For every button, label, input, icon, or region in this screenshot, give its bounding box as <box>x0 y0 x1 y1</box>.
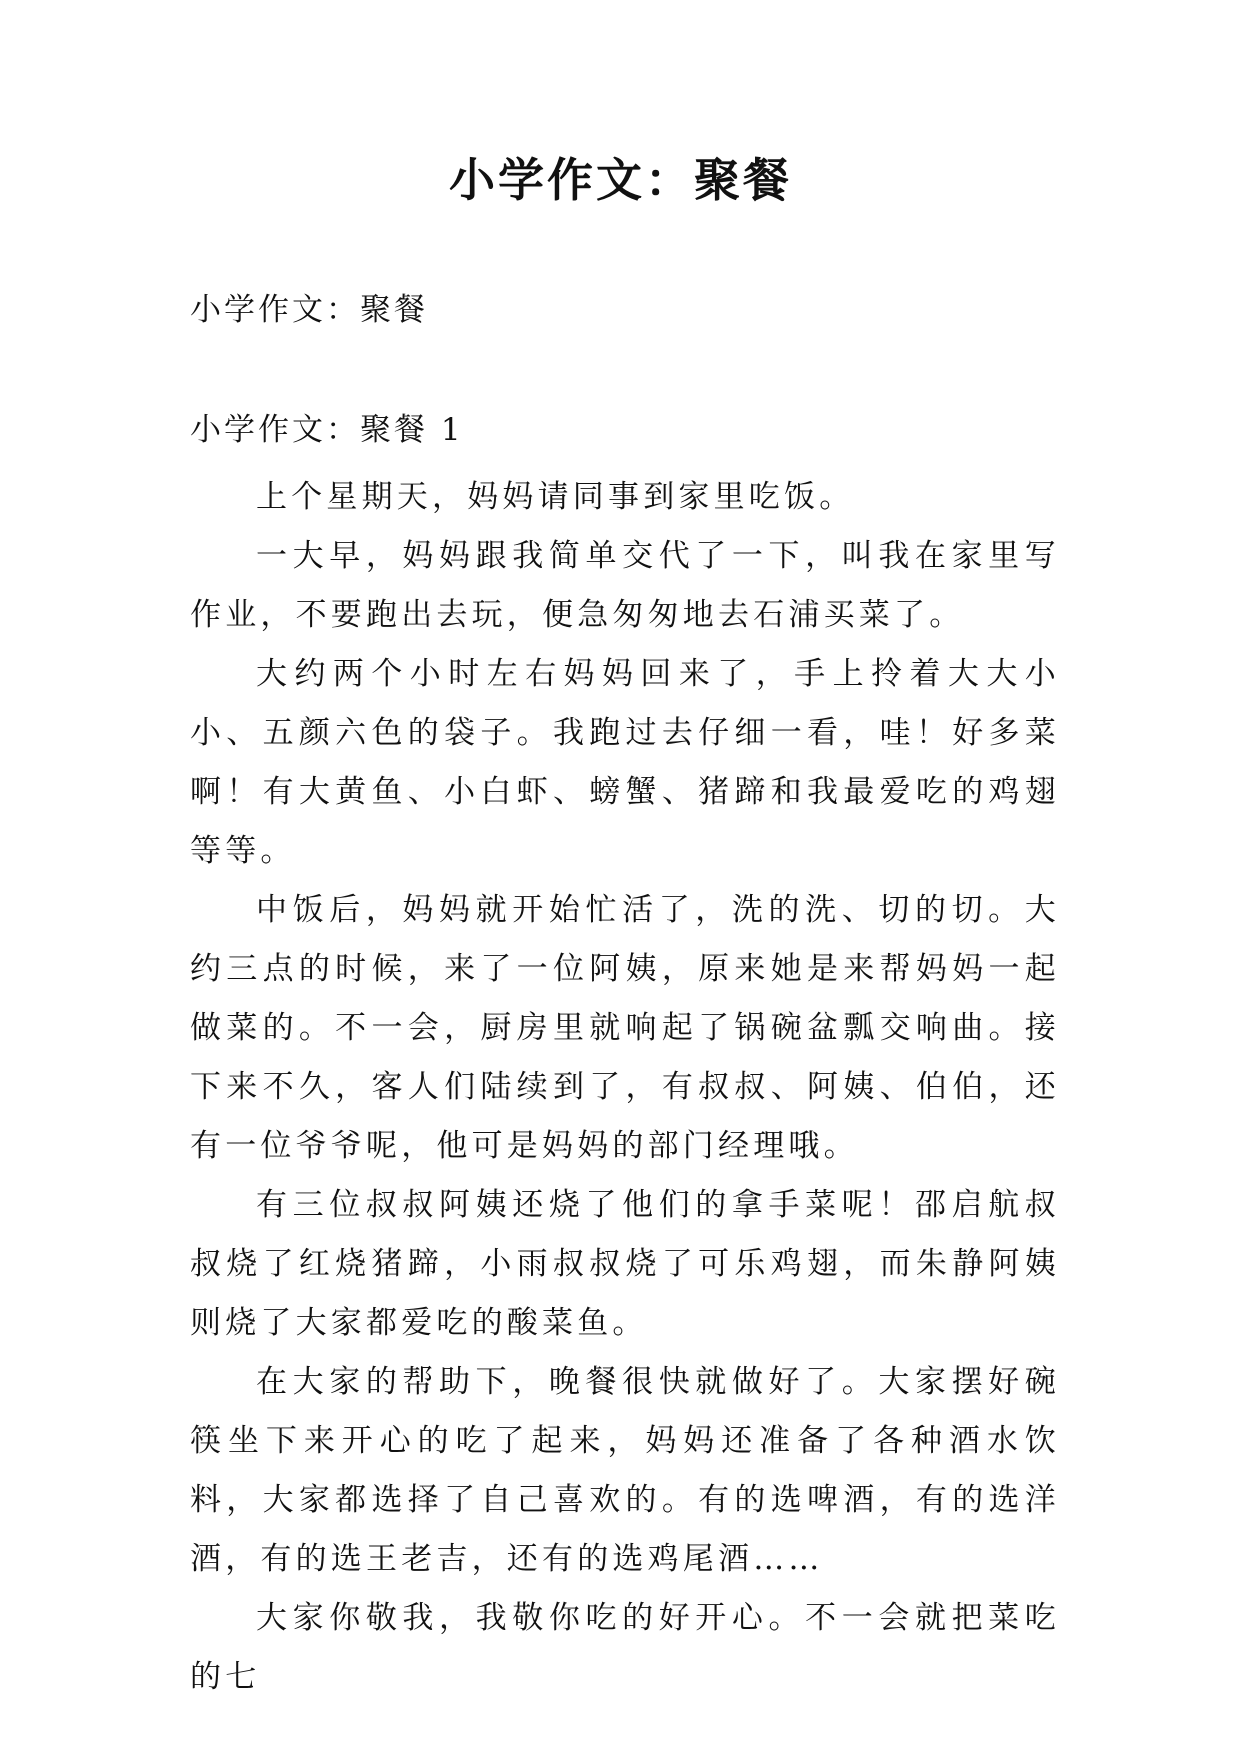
paragraph: 在大家的帮助下，晚餐很快就做好了。大家摆好碗筷坐下来开心的吃了起来，妈妈还准备了各种酒水饮料，大家都选择了自己喜欢的。有的选啤酒，有的选洋酒，有的选王老吉，还有的选鸡尾酒…… <box>190 1364 1060 1577</box>
paragraph: 中饭后，妈妈就开始忙活了，洗的洗、切的切。大约三点的时候，来了一位阿姨，原来她是来帮妈妈一起做菜的。不一会，厨房里就响起了锅碗盆瓢交响曲。接下来不久，客人们陆续到了，有叔叔、阿姨、伯伯，还有一位爷爷呢，他可是妈妈的部门经理哦。 <box>190 892 1060 1164</box>
paragraph: 大约两个小时左右妈妈回来了，手上拎着大大小小、五颜六色的袋子。我跑过去仔细一看，哇！好多菜啊！有大黄鱼、小白虾、螃蟹、猪蹄和我最爱吃的鸡翅等等。 <box>190 656 1060 869</box>
document-title: 小学作文：聚餐 <box>449 153 792 207</box>
document-body <box>190 468 1060 1707</box>
paragraph: 上个星期天，妈妈请同事到家里吃饭。 <box>256 479 855 515</box>
document-subtitle: 小学作文：聚餐 <box>190 292 428 328</box>
paragraph: 一大早，妈妈跟我简单交代了一下，叫我在家里写作业，不要跑出去玩，便急匆匆地去石浦买菜了。 <box>190 538 1060 633</box>
paragraph: 大家你敬我，我敬你吃的好开心。不一会就把菜吃的七 <box>190 1600 1060 1695</box>
paragraph: 有三位叔叔阿姨还烧了他们的拿手菜呢！邵启航叔叔烧了红烧猪蹄，小雨叔叔烧了可乐鸡翅，而朱静阿姨则烧了大家都爱吃的酸菜鱼。 <box>190 1187 1060 1341</box>
section-heading: 小学作文：聚餐 1 <box>190 412 464 448</box>
